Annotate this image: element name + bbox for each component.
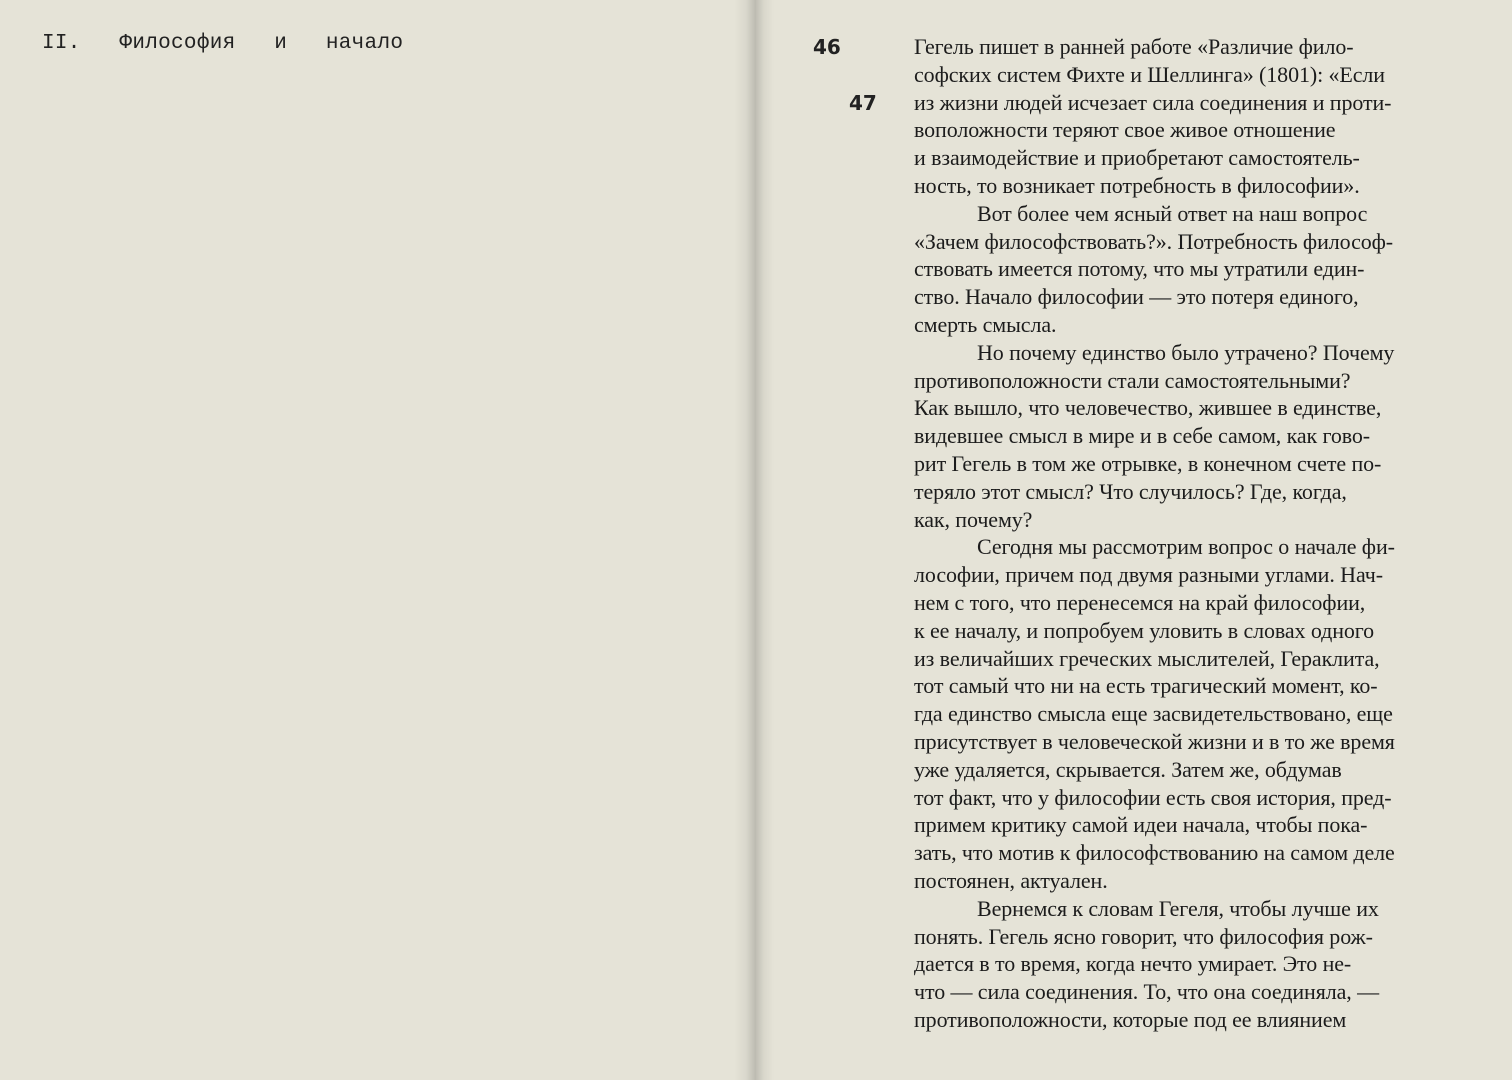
text-line: ность, то возникает потребность в философии». [914, 172, 1360, 198]
text-line: из жизни людей исчезает сила соединения и проти- [914, 89, 1392, 115]
text-line: и взаимодействие и приобретают самостоятель- [914, 145, 1360, 171]
text-line: смерть смысла. [914, 311, 1057, 337]
right-page [756, 0, 1512, 1080]
text-line: противоположности стали самостоятельными? [914, 367, 1351, 393]
text-line: лософии, причем под двумя разными углами. Нач- [914, 562, 1383, 588]
text-line: постоянен, актуален. [914, 867, 1108, 893]
text-line: «Зачем философствовать?». Потребность философ- [914, 228, 1394, 254]
text-line: теряло этот смысл? Что случилось? Где, когда, [914, 478, 1347, 504]
text-line: как, почему? [914, 506, 1033, 532]
text-line: нем с того, что перенесемся на край философии, [914, 589, 1366, 615]
gutter-shadow [756, 0, 774, 1080]
body-text [914, 33, 1494, 1034]
paragraph [914, 339, 1494, 534]
text-line: гда единство смысла еще засвидетельствовано, еще [914, 701, 1393, 727]
text-line: из величайших греческих мыслителей, Гераклита, [914, 645, 1380, 671]
text-line: Вернемся к словам Гегеля, чтобы лучше их [977, 895, 1379, 921]
running-head: II. Философия и начало [42, 32, 404, 55]
page-number: 47 [849, 91, 877, 115]
text-line: Но почему единство было утрачено? Почему [977, 339, 1395, 365]
paragraph [914, 895, 1494, 1034]
paragraph [914, 33, 1494, 200]
text-line: видевшее смысл в мире и в себе самом, как гово- [914, 423, 1371, 449]
gutter-shadow [734, 0, 756, 1080]
text-line: дается в то время, когда нечто умирает. Это не- [914, 951, 1352, 977]
text-line: софских систем Фихте и Шеллинга» (1801): «Если [914, 61, 1385, 87]
text-line: уже удаляется, скрывается. Затем же, обдумав [914, 756, 1342, 782]
text-line: Гегель пишет в ранней работе «Различие фило- [914, 34, 1354, 59]
text-line: зать, что мотив к философствованию на самом деле [914, 840, 1395, 866]
page-number: 46 [813, 35, 841, 59]
text-line: что — сила соединения. То, что она соединяла, — [914, 979, 1379, 1005]
text-line: ствовать имеется потому, что мы утратили един- [914, 256, 1365, 282]
text-line: противоположности, которые под ее влиянием [914, 1006, 1347, 1032]
paragraph [914, 200, 1494, 339]
text-line: к ее началу, и попробуем уловить в словах одного [914, 617, 1375, 643]
text-line: ство. Начало философии — это потеря единого, [914, 284, 1359, 310]
text-line: понять. Гегель ясно говорит, что философия рож- [914, 923, 1373, 949]
text-line: примем критику самой идеи начала, чтобы пока- [914, 812, 1368, 838]
text-line: рит Гегель в том же отрывке, в конечном счете по- [914, 450, 1382, 476]
text-line: тот факт, что у философии есть своя история, пред- [914, 784, 1392, 810]
text-line: тот самый что ни на есть трагический момент, ко- [914, 673, 1378, 699]
text-line: Сегодня мы рассмотрим вопрос о начале фи- [977, 534, 1395, 560]
paragraph [914, 533, 1494, 894]
text-line: присутствует в человеческой жизни и в то же время [914, 728, 1395, 754]
text-line: Как вышло, что человечество, жившее в единстве, [914, 395, 1382, 421]
text-line: Вот более чем ясный ответ на наш вопрос [977, 200, 1368, 226]
text-line: воположности теряют свое живое отношение [914, 117, 1336, 143]
